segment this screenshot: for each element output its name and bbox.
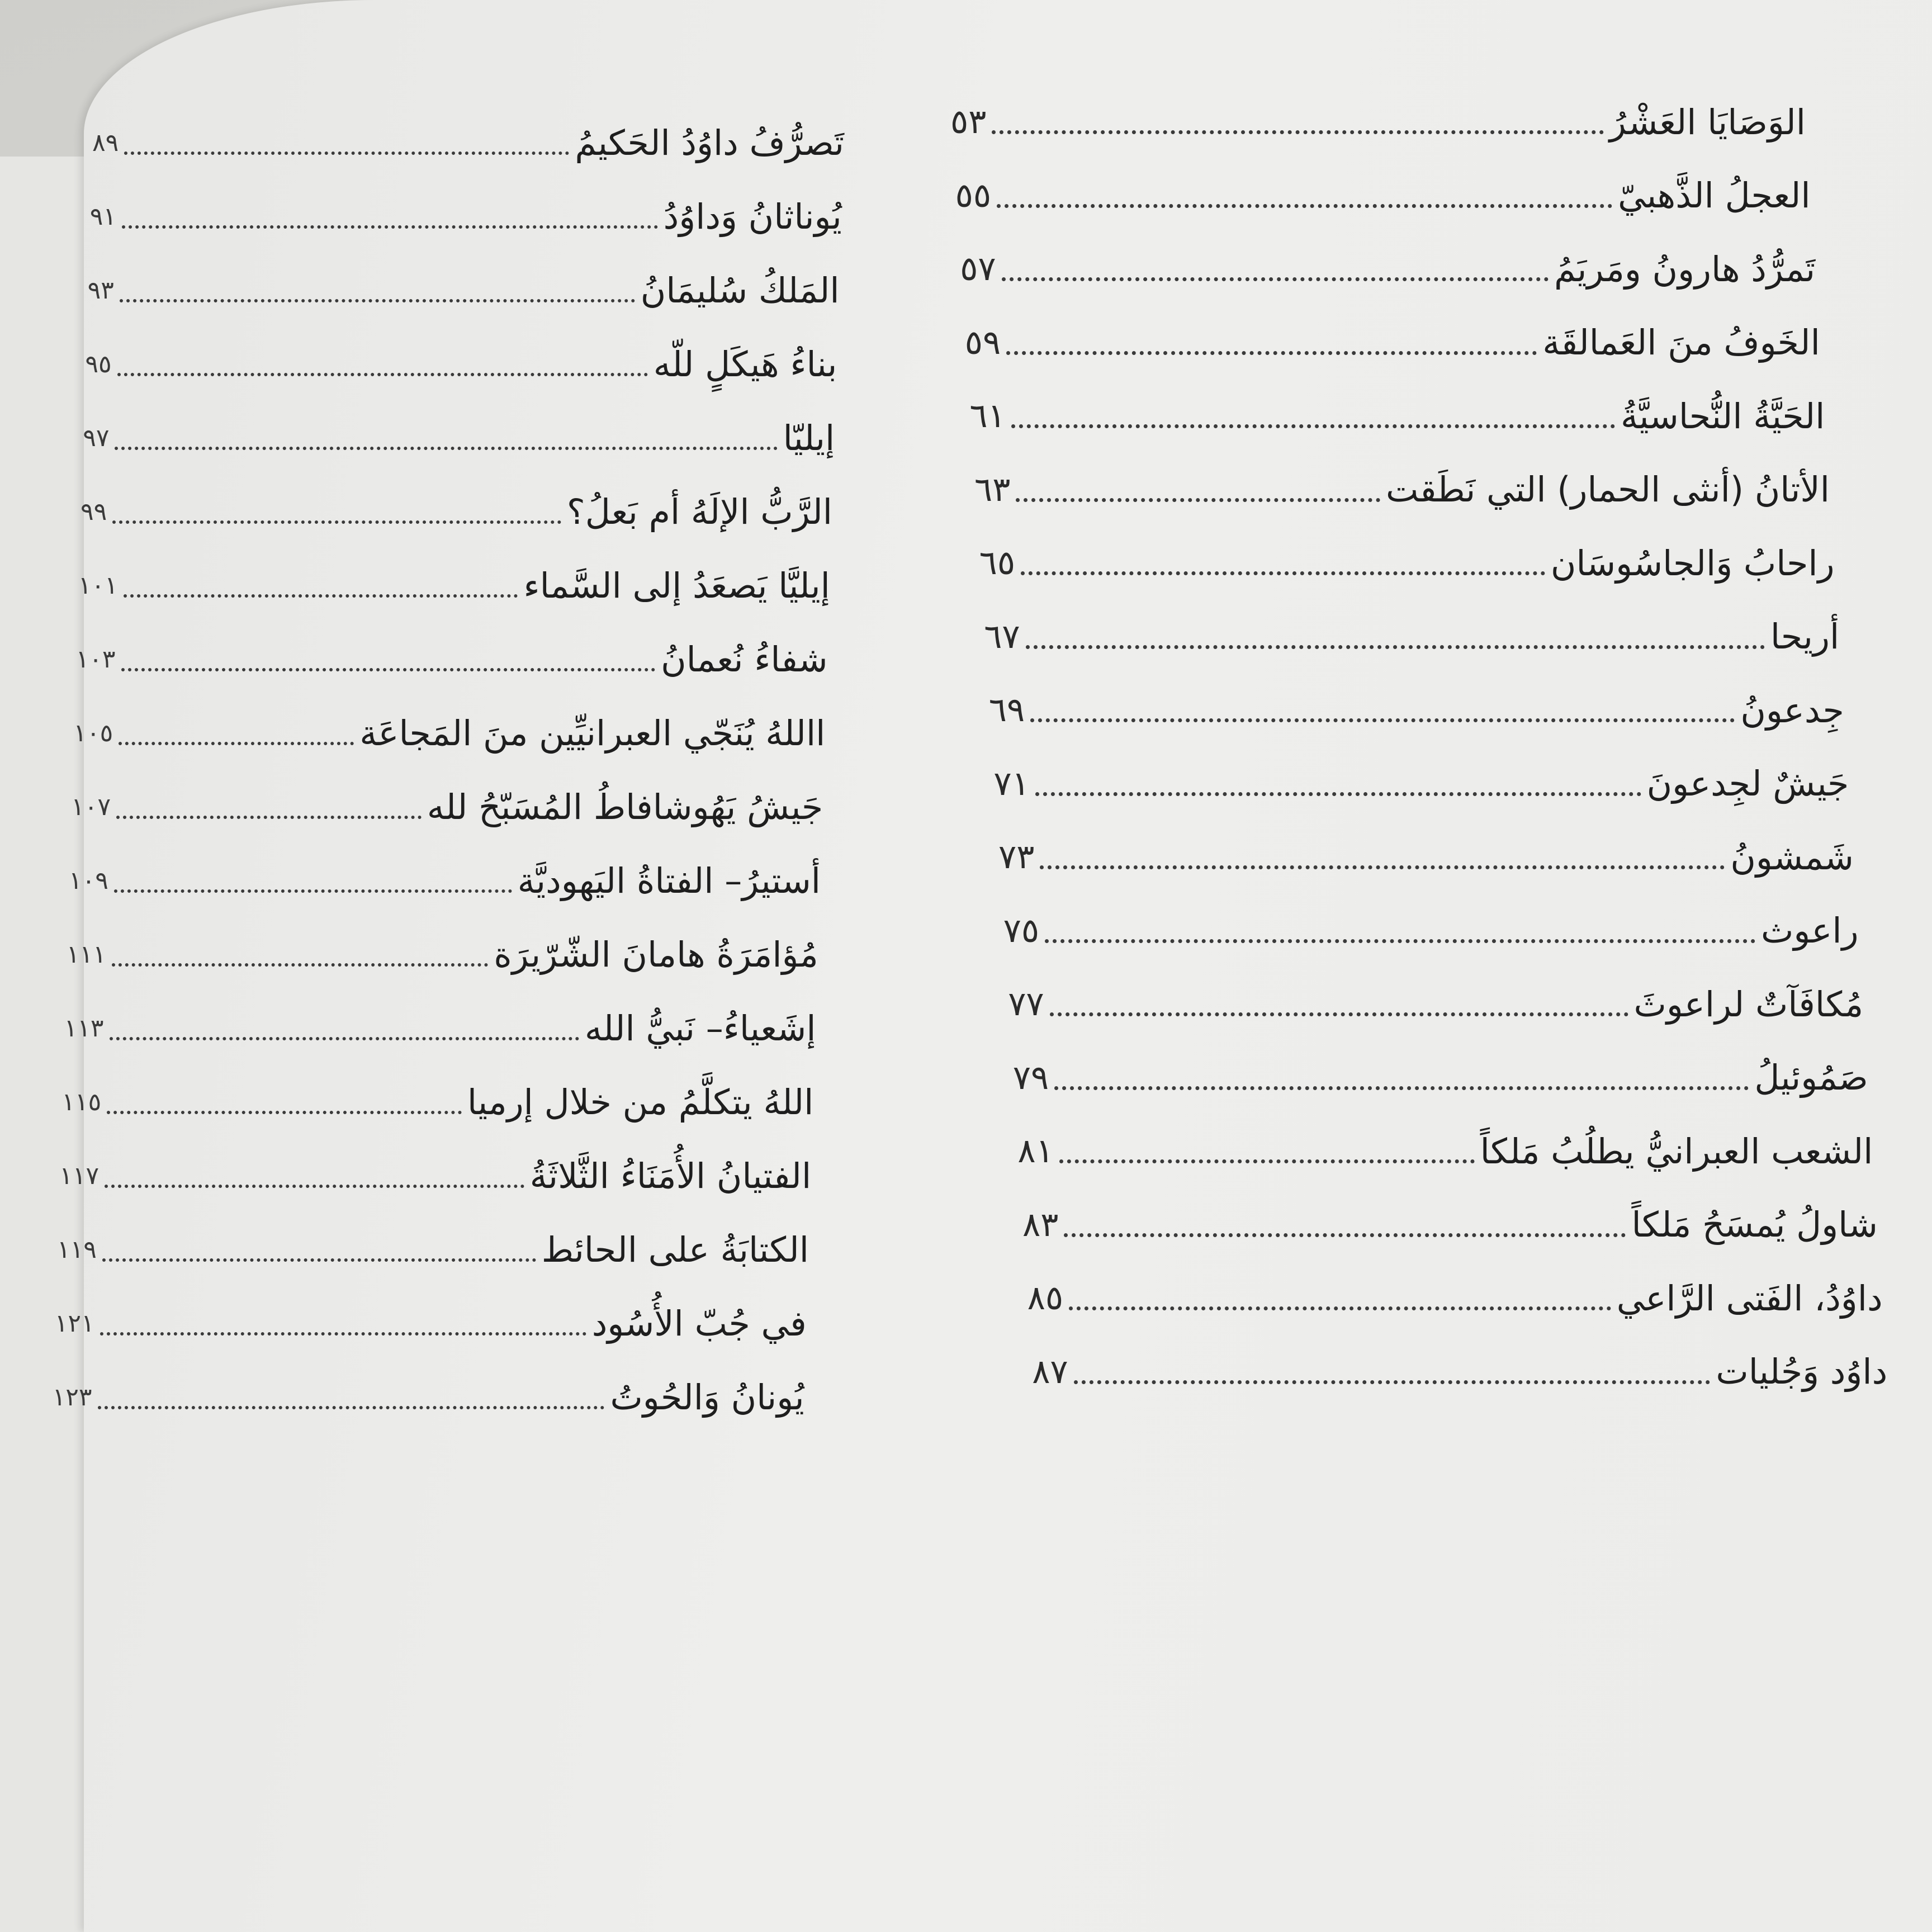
- toc-entry: [83, 404, 835, 471]
- toc-entry-title: صَمُوئيلُ: [1754, 1057, 1868, 1098]
- toc-entry: [61, 1068, 813, 1135]
- dot-leader: [997, 204, 1612, 208]
- toc-entry-title: راحابُ وَالجاسُوسَان: [1550, 542, 1835, 584]
- toc-entry-title: مُؤامَرَةُ هامانَ الشّرّيرَة: [494, 934, 818, 975]
- toc-entry: [53, 1363, 804, 1431]
- toc-entry-title: شاولُ يُمسَحُ مَلكاً: [1631, 1204, 1878, 1245]
- toc-entry: [969, 382, 1825, 449]
- dot-leader: [120, 299, 635, 302]
- dot-leader: [1030, 718, 1735, 722]
- toc-page-number: ٩١: [89, 202, 117, 231]
- toc-entry: [71, 773, 823, 840]
- dot-leader: [1016, 498, 1380, 502]
- dot-leader: [1040, 865, 1725, 869]
- toc-page-number: ٩٧: [83, 423, 110, 452]
- toc-entry-title: مُكافَآتٌ لراعوثَ: [1633, 983, 1864, 1025]
- toc-entry: [76, 626, 828, 693]
- dot-leader: [98, 1406, 605, 1409]
- toc-entry-title: الأتانُ (أنثى الحمار) التي نَطَقت: [1385, 469, 1830, 510]
- toc-page-number: ٦٧: [984, 617, 1020, 656]
- dot-leader: [110, 1037, 579, 1040]
- toc-entry: [984, 603, 1839, 670]
- dot-leader: [100, 1332, 586, 1336]
- dot-leader: [105, 1185, 524, 1188]
- toc-page-number: ٧٣: [998, 837, 1035, 877]
- toc-page-number: ٥٣: [950, 102, 987, 141]
- toc-page-number: ٧١: [993, 764, 1030, 803]
- dot-leader: [124, 594, 518, 598]
- toc-page-number: ٥٥: [955, 176, 992, 215]
- toc-entry-title: إيليَّا يَصعَدُ إلى السَّماء: [523, 565, 830, 606]
- dot-leader: [121, 668, 656, 671]
- toc-page-number: ١٠٧: [71, 792, 111, 821]
- toc-entry: [1017, 1117, 1873, 1185]
- dot-leader: [1006, 351, 1537, 355]
- toc-entry: [85, 330, 837, 397]
- toc-page-number: ١١٣: [64, 1014, 104, 1043]
- toc-entry-title: إيليّا: [783, 417, 835, 458]
- toc-entry: [88, 257, 840, 324]
- toc-page-number: ١٠٥: [73, 718, 113, 747]
- toc-page-number: ١٢٣: [52, 1382, 92, 1412]
- dot-leader: [1002, 277, 1549, 281]
- toc-page-number: ٦١: [969, 396, 1006, 435]
- toc-entry-title: الخَوفُ منَ العَمالقَة: [1542, 322, 1820, 363]
- toc-page-number: ٥٧: [960, 249, 996, 288]
- toc-page-number: ٨١: [1017, 1131, 1054, 1171]
- toc-page-number: ٦٣: [974, 470, 1011, 509]
- toc-page-number: ٧٥: [1003, 911, 1040, 950]
- toc-entry: [950, 88, 1806, 155]
- toc-entry: [55, 1290, 807, 1357]
- dot-leader: [115, 447, 777, 450]
- dot-leader: [114, 889, 512, 893]
- toc-page-number: ٦٩: [988, 690, 1025, 730]
- toc-entry-title: داوُد وَجُليات: [1716, 1351, 1888, 1392]
- toc-entry-title: الوَصَايَا العَشْرُ: [1609, 101, 1806, 143]
- toc-entry: [998, 823, 1854, 891]
- dot-leader: [117, 373, 648, 376]
- toc-page-number: ١٠١: [78, 571, 118, 600]
- toc-entry-title: يُونانُ وَالحُوتُ: [610, 1376, 804, 1418]
- dot-leader: [107, 1111, 462, 1114]
- dot-leader: [112, 963, 489, 967]
- toc-entry: [92, 109, 844, 176]
- toc-entry-title: المَلكُ سُليمَانُ: [640, 269, 840, 311]
- dot-leader: [1050, 1012, 1628, 1016]
- toc-page-number: ٥٩: [964, 323, 1001, 362]
- toc-entry: [67, 921, 818, 988]
- toc-page-number: ٨٥: [1027, 1278, 1064, 1318]
- toc-entry: [965, 309, 1820, 376]
- toc-entry-title: االلهُ يُنَجّي العبرانيِّين منَ المَجاعَة: [359, 712, 826, 754]
- toc-entry-title: داوُدُ، الفَتى الرَّاعي: [1616, 1277, 1883, 1319]
- toc-page-number: ٧٧: [1008, 984, 1044, 1024]
- toc-entry-title: يُوناثانُ وَداوُدُ: [663, 196, 842, 237]
- toc-page-number: ٩٣: [87, 276, 114, 305]
- dot-leader: [1064, 1233, 1626, 1237]
- dot-leader: [992, 130, 1603, 134]
- toc-entry: [1027, 1265, 1883, 1332]
- toc-entry-title: جَيشٌ لجِدعونَ: [1646, 763, 1849, 804]
- toc-entry-title: الفتيانُ الأُمَنَاءُ الثَّلاثَةُ: [529, 1155, 812, 1196]
- toc-entry: [1022, 1191, 1878, 1258]
- toc-entry-title: الرَّبُّ الإلَهُ أم بَعلُ؟: [566, 491, 832, 532]
- toc-entry-title: تَمرُّدُ هارونُ ومَريَمُ: [1554, 248, 1816, 290]
- toc-entry: [1013, 1044, 1868, 1111]
- toc-entry-title: أستيرُ– الفتاةُ اليَهوديَّة: [517, 860, 821, 901]
- toc-entry: [69, 847, 821, 914]
- toc-page-number: ٧٩: [1012, 1058, 1049, 1097]
- toc-entry-title: بناءُ هَيكَلٍ للّه: [653, 343, 837, 385]
- toc-entry-title: الحَيَّةُ النُّحاسيَّةُ: [1620, 395, 1825, 437]
- toc-entry-title: إشَعياءُ– نَبيُّ الله: [584, 1007, 816, 1049]
- toc-page-number: ٨٣: [1022, 1205, 1059, 1244]
- toc-page-number: ٦٥: [979, 543, 1016, 583]
- toc-entry: [64, 995, 816, 1062]
- toc-entry: [960, 235, 1815, 302]
- toc-entry-title: جِدعونُ: [1740, 689, 1844, 731]
- toc-entry-title: جَيشُ يَهُوشافاطُ المُسَبّحُ لله: [427, 786, 823, 827]
- dot-leader: [1059, 1159, 1475, 1163]
- toc-entry: [90, 183, 842, 250]
- toc-entry-title: العجلُ الذَّهبيّ: [1618, 175, 1811, 216]
- toc-entry: [1008, 970, 1863, 1038]
- toc-page-number: ١٠٣: [75, 645, 116, 674]
- toc-entry: [989, 676, 1844, 744]
- dot-leader: [1021, 571, 1545, 575]
- toc-entry: [73, 699, 825, 766]
- toc-entry-title: شفاءُ نُعمانُ: [661, 638, 828, 680]
- dot-leader: [1054, 1086, 1749, 1090]
- toc-entry-title: الشعب العبرانيُّ يطلُبُ مَلكاً: [1480, 1130, 1873, 1172]
- toc-entry: [993, 750, 1849, 817]
- toc-page-number: ١١٧: [59, 1161, 100, 1190]
- toc-page-number: ١٢١: [54, 1309, 94, 1338]
- toc-entry: [979, 529, 1835, 596]
- toc-page-number: ١١٩: [57, 1235, 97, 1264]
- toc-entry: [974, 456, 1830, 523]
- toc-entry: [1032, 1338, 1887, 1405]
- toc-page-number: ٨٧: [1032, 1352, 1068, 1391]
- toc-entry-title: أريحا: [1770, 616, 1840, 657]
- toc-entry-title: في جُبّ الأُسُود: [591, 1303, 807, 1344]
- toc-entry: [955, 162, 1811, 229]
- toc-entry-title: تَصرُّفُ داوُدُ الحَكيمُ: [575, 122, 844, 163]
- toc-entry-title: الكتابَةُ على الحائط: [541, 1229, 809, 1270]
- toc-entry-title: راعوث: [1761, 910, 1859, 951]
- dot-leader: [1045, 939, 1755, 943]
- toc-page-number: ٩٩: [80, 497, 107, 526]
- toc-entry: [80, 478, 832, 545]
- dot-leader: [1069, 1306, 1611, 1310]
- toc-entry-title: اللهُ يتكلَّمُ من خلال إرميا: [467, 1081, 814, 1123]
- dot-leader: [122, 225, 658, 229]
- toc-page-number: ٩٥: [85, 349, 112, 378]
- dot-leader: [1035, 792, 1641, 796]
- toc-page-number: ٨٩: [92, 128, 119, 157]
- toc-entry: [78, 552, 830, 619]
- toc-entry: [57, 1216, 809, 1283]
- dot-leader: [1026, 645, 1765, 649]
- dot-leader: [1074, 1380, 1711, 1384]
- dot-leader: [102, 1258, 536, 1262]
- toc-page-number: ١٠٩: [69, 866, 108, 895]
- toc-page-number: ١١١: [66, 940, 106, 969]
- toc-entry: [59, 1142, 811, 1209]
- dot-leader: [116, 816, 422, 819]
- dot-leader: [112, 520, 561, 524]
- toc-entry: [1003, 897, 1859, 964]
- dot-leader: [124, 151, 569, 155]
- toc-page-number: ١١٥: [61, 1087, 102, 1116]
- toc-entry-title: شَمشونُ: [1730, 836, 1854, 878]
- dot-leader: [1011, 424, 1615, 428]
- dot-leader: [119, 742, 354, 745]
